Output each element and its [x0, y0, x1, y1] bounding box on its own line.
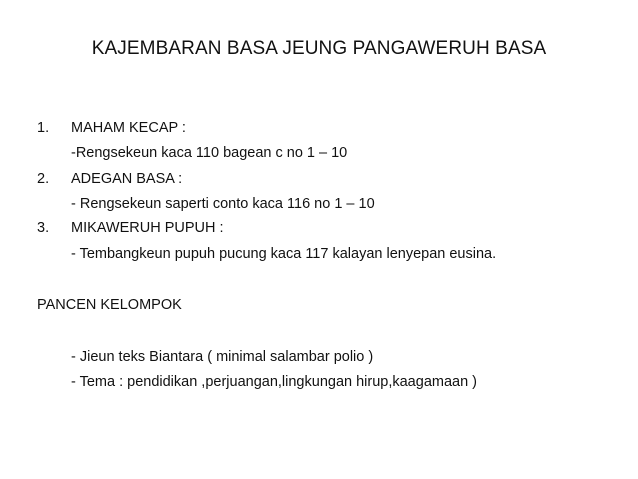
group-task-line: - Jieun teks Biantara ( minimal salambar polio ) [71, 349, 374, 365]
item-heading: MIKAWERUH PUPUH : [71, 220, 224, 236]
item-detail: - Tembangkeun pupuh pucung kaca 117 kalayan lenyepan eusina. [71, 246, 497, 262]
group-task-line: - Tema : pendidikan ,perjuangan,lingkungan hirup,kaagamaan ) [71, 374, 478, 390]
group-task-heading: PANCEN KELOMPOK [37, 297, 182, 313]
item-detail: -Rengsekeun kaca 110 bagean c no 1 – 10 [71, 145, 348, 161]
item-number: 3. [37, 220, 50, 236]
item-detail: - Rengsekeun saperti conto kaca 116 no 1 – 10 [71, 196, 375, 212]
slide-title: KAJEMBARAN BASA JEUNG PANGAWERUH BASA [91, 38, 547, 59]
item-heading: MAHAM KECAP : [71, 120, 186, 136]
item-number: 2. [37, 171, 50, 187]
item-number: 1. [37, 120, 50, 136]
item-heading: ADEGAN BASA : [71, 171, 183, 187]
